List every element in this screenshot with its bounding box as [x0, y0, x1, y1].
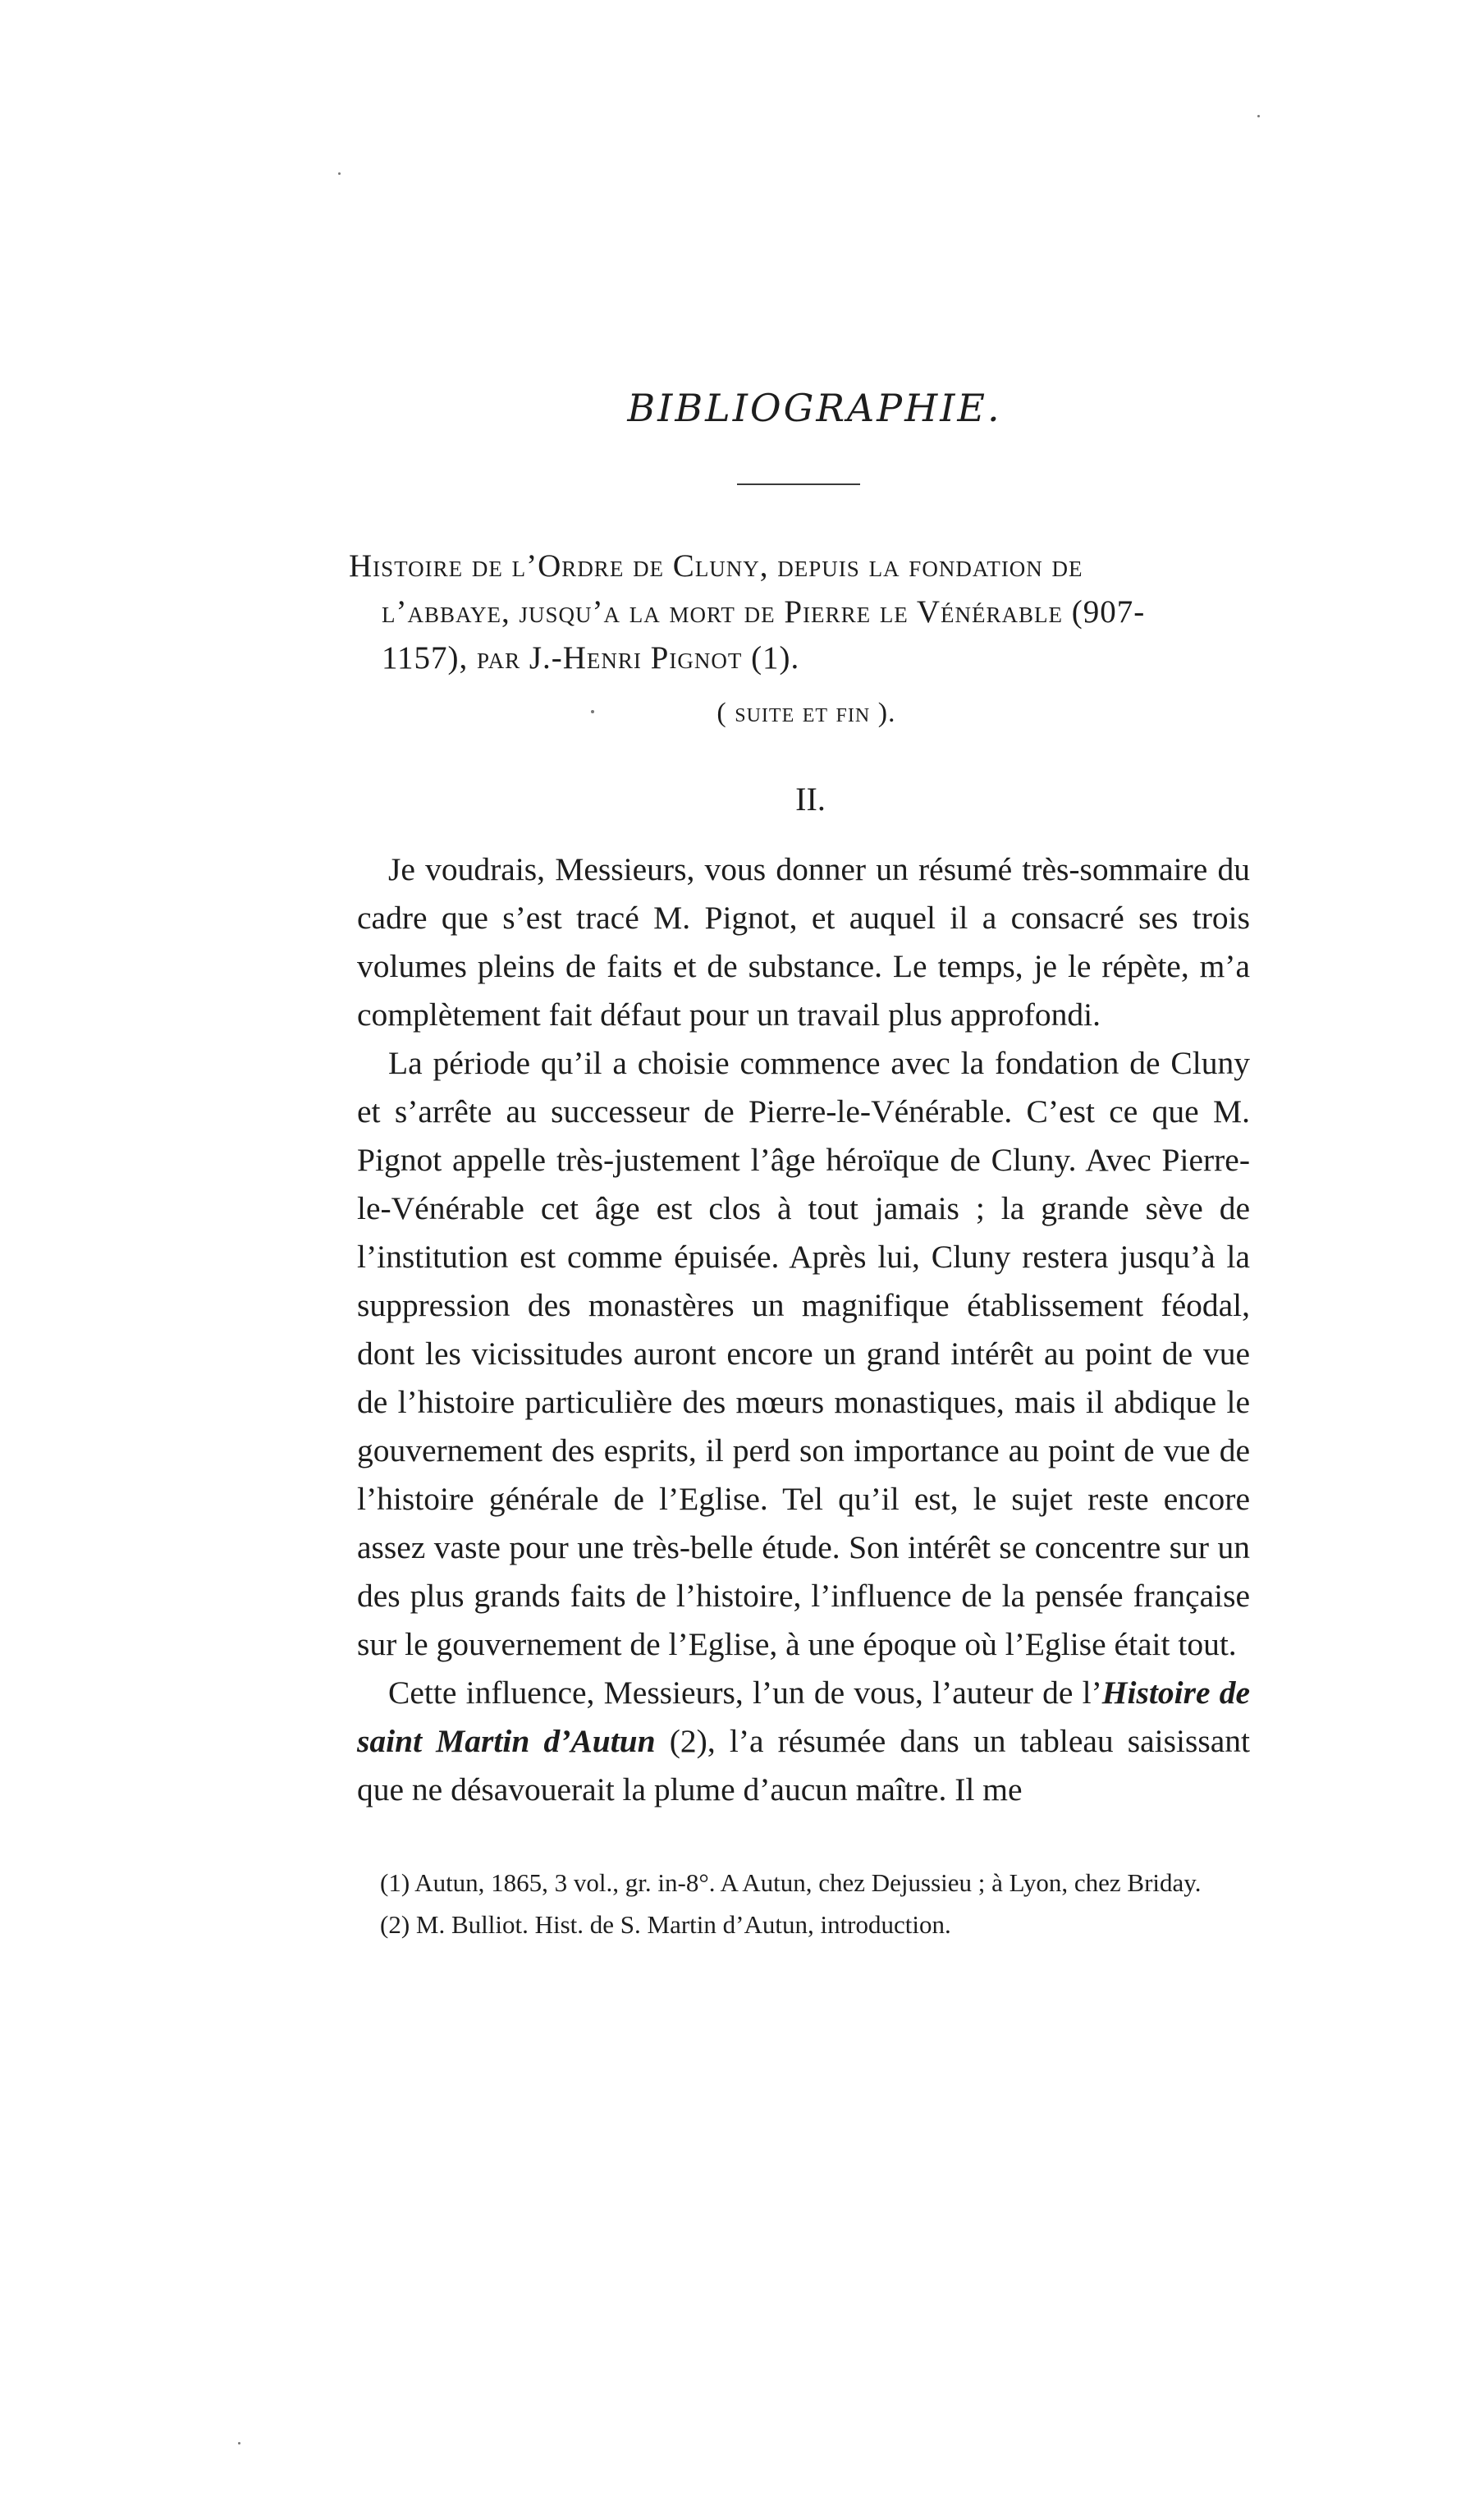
ink-speck — [1257, 115, 1260, 117]
heading-rule — [737, 483, 860, 485]
paragraph-3 — [357, 1669, 1250, 1814]
book-title-line-2: l’abbaye, jusqu’a la mort de Pierre le Vénérable (907- — [382, 594, 1146, 630]
footnote-1: (1) Autun, 1865, 3 vol., gr. in-8°. A Autun, chez Dejussieu ; à Lyon, chez Briday. — [380, 1868, 1202, 1897]
ink-speck — [238, 2442, 240, 2444]
paragraph-2: La période qu’il a choisie commence avec la fondation de Cluny et s’arrête au successeur de Pierre-le-Vénérable. C’est ce que M. Pignot appelle très-justement l’âge héroïque de Cluny. Avec Pierre-le-Vénérable cet âge est clos à tout jamais ; la grande sève de l’institution est comme épuisée. Après lui, Cluny restera jusqu’à la suppression des monastères un magnifique établissement féodal, dont les vicissitudes auront encore un grand intérêt au point de vue de l’histoire particulière des mœurs monastiques, mais il abdique le gouvernement des esprits, il perd son importance au point de vue de l’histoire générale de l’Eglise. Tel qu’il est, le sujet reste encore assez vaste pour une très-belle étude. Son intérêt se concentre sur un des plus grands faits de l’histoire, l’influence de la pensée française sur le gouvernement de l’Eglise, à une époque où l’Eglise était tout. — [357, 1045, 1250, 1662]
section-number: II. — [795, 781, 826, 818]
footnotes — [357, 1863, 1250, 1944]
cited-work-title: Histoire de saint Martin d’Autun — [357, 1675, 1250, 1759]
continuation-note: ( suite et fin ). — [716, 698, 896, 728]
book-title-line-1: Histoire de l’Ordre de Cluny, depuis la fondation de — [349, 548, 1083, 584]
page-heading: BIBLIOGRAPHIE. — [627, 386, 1002, 430]
paragraph-1: Je voudrais, Messieurs, vous donner un résumé très-sommaire du cadre que s’est tracé M. Pignot, et auquel il a consacré ses trois volumes pleins de faits et de substance. Le temps, je le répète, m’a complètement fait défaut pour un travail plus approfondi. — [357, 851, 1250, 1033]
paragraph-3-text-start: Cette influence, Messieurs, l’un de vous, l’auteur de l’ — [388, 1675, 1102, 1711]
paragraph-3-text-end: (2), l’a résumée dans un tableau saisissant que ne désavouerait la plume d’aucun maître. Il me — [357, 1723, 1250, 1808]
book-title — [349, 543, 1252, 681]
body-text — [357, 845, 1250, 1814]
ink-speck — [591, 710, 594, 713]
ink-speck — [338, 172, 341, 175]
footnote-2: (2) M. Bulliot. Hist. de S. Martin d’Autun, introduction. — [380, 1910, 951, 1939]
book-title-line-3: 1157), par J.-Henri Pignot (1). — [382, 640, 800, 676]
